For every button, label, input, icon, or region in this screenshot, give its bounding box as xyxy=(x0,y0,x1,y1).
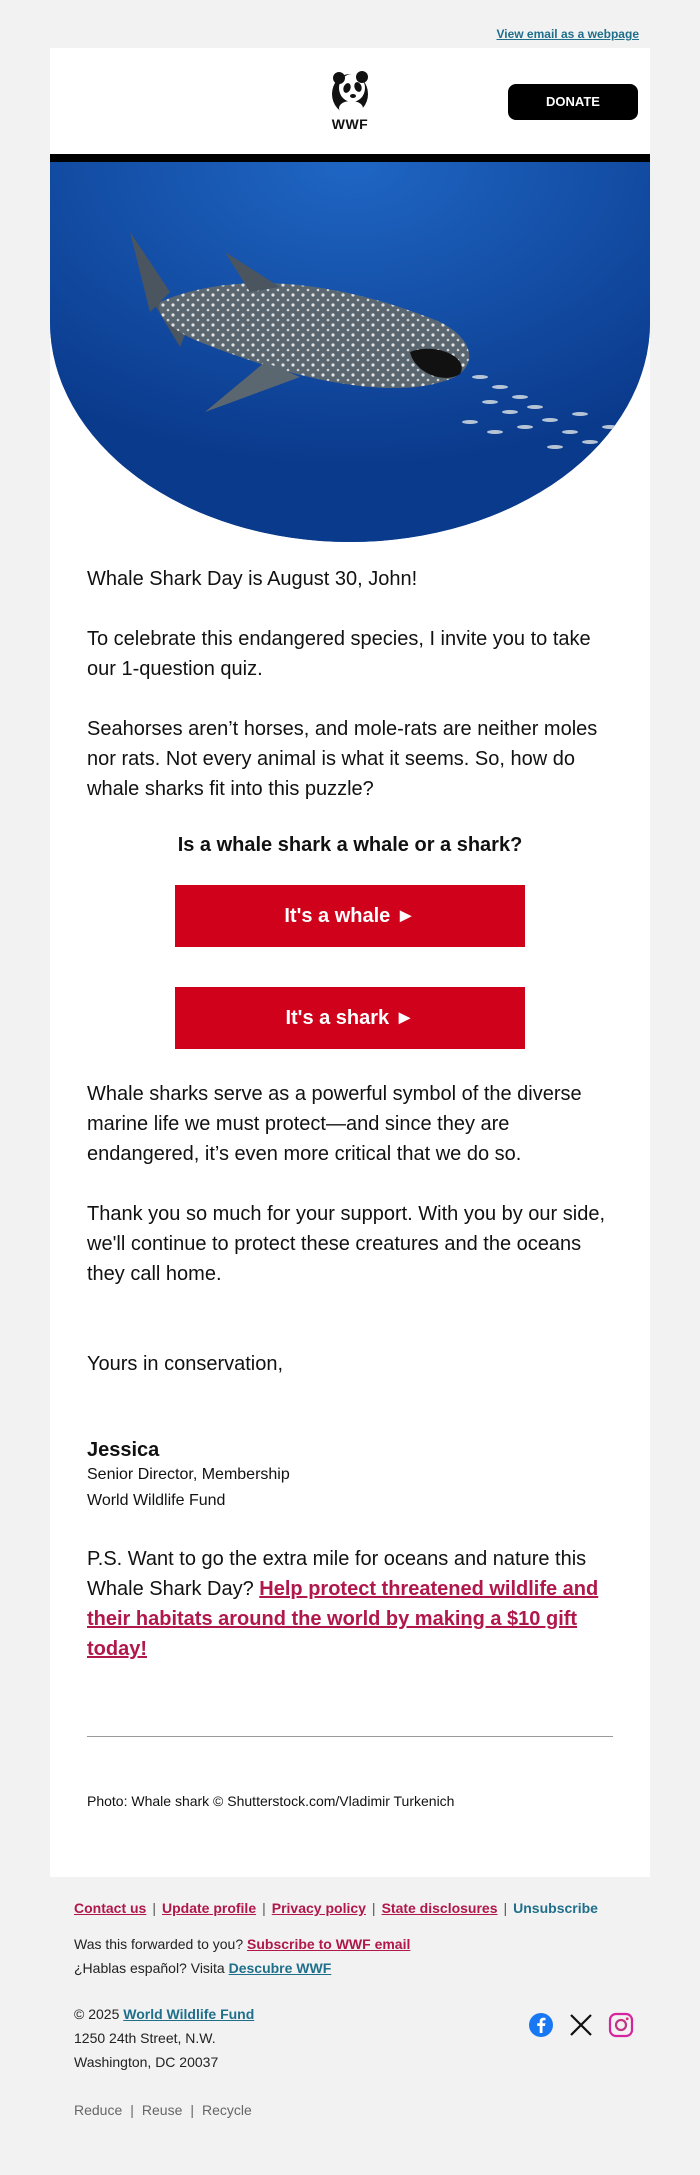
recycle-text: Recycle xyxy=(202,2102,252,2118)
signature-name: Jessica xyxy=(87,1439,160,1461)
view-as-webpage-link[interactable]: View email as a webpage xyxy=(496,27,639,41)
reduce-reuse-recycle xyxy=(74,2102,634,2118)
reuse-text: Reuse xyxy=(141,2102,183,2118)
separator: | xyxy=(371,1900,376,1916)
address-line-1: 1250 24th Street, N.W. xyxy=(74,2030,216,2046)
header-divider xyxy=(50,154,650,162)
logo-text: WWF xyxy=(331,116,369,132)
wwf-org-link[interactable]: World Wildlife Fund xyxy=(123,2006,255,2022)
separator: | xyxy=(503,1900,508,1916)
signature-org: World Wildlife Fund xyxy=(87,1492,226,1509)
descubre-wwf-link[interactable]: Descubre WWF xyxy=(228,1960,332,1976)
unsubscribe-link[interactable]: Unsubscribe xyxy=(513,1900,598,1916)
whale-answer-button[interactable]: It's a whale ► xyxy=(175,885,525,947)
copyright-text: © 2025 xyxy=(74,2006,124,2022)
signature xyxy=(87,1439,613,1514)
contact-us-link[interactable]: Contact us xyxy=(74,1900,147,1916)
whale-shark-illustration xyxy=(50,162,650,542)
privacy-policy-link[interactable]: Privacy policy xyxy=(271,1900,366,1916)
content-divider xyxy=(87,1736,613,1737)
top-bar xyxy=(0,0,700,48)
email-header xyxy=(50,48,650,154)
closing: Yours in conservation, xyxy=(87,1353,284,1375)
postscript-text: P.S. Want to go the extra mile for oceans and nature this Whale Shark Day? xyxy=(87,1548,587,1600)
photo-credit: Photo: Whale shark © Shutterstock.com/Vladimir Turkenich xyxy=(87,1793,455,1809)
postscript xyxy=(87,1544,613,1664)
x-icon[interactable] xyxy=(568,2012,594,2038)
separator: | xyxy=(262,1900,266,1916)
state-disclosures-link[interactable]: State disclosures xyxy=(381,1900,498,1916)
email-body xyxy=(50,564,650,1664)
facebook-icon[interactable] xyxy=(528,2012,554,2038)
email-footer xyxy=(74,1900,634,2118)
wwf-logo[interactable] xyxy=(325,68,375,134)
paragraph-intro: To celebrate this endangered species, I invite you to take our 1-question quiz. xyxy=(87,628,591,680)
quiz-question: Is a whale shark a whale or a shark? xyxy=(177,834,523,856)
address-line-2: Washington, DC 20037 xyxy=(74,2054,219,2070)
forwarded-line xyxy=(74,1932,634,1956)
greeting: Whale Shark Day is August 30, John! xyxy=(87,568,418,590)
spanish-line xyxy=(74,1956,634,1980)
paragraph-thanks: Thank you so much for your support. With you by our side, we'll continue to protect these creatures and the oceans they call home. xyxy=(87,1203,606,1285)
paragraph-puzzle: Seahorses aren’t horses, and mole-rats are neither moles nor rats. Not every animal is what it seems. So, how do whale sharks fit into this puzzle? xyxy=(87,718,598,800)
donate-gift-link[interactable]: Help protect threatened wildlife and their habitats around the world by making a $10 gift today! xyxy=(87,1578,599,1660)
shark-answer-button[interactable]: It's a shark ► xyxy=(175,987,525,1049)
hero-image[interactable] xyxy=(50,162,650,542)
paragraph-symbol: Whale sharks serve as a powerful symbol of the diverse marine life we must protect—and since they are endangered, it’s even more critical that we do so. xyxy=(87,1083,582,1165)
separator: | xyxy=(190,2102,195,2118)
forwarded-text: Was this forwarded to you? xyxy=(74,1936,248,1952)
footer-links xyxy=(74,1900,634,1916)
instagram-icon[interactable] xyxy=(608,2012,634,2038)
panda-icon xyxy=(325,68,375,116)
separator: | xyxy=(130,2102,134,2118)
email-card xyxy=(50,48,650,1877)
reduce-text: Reduce xyxy=(74,2102,123,2118)
subscribe-link[interactable]: Subscribe to WWF email xyxy=(247,1936,411,1952)
separator: | xyxy=(152,1900,156,1916)
update-profile-link[interactable]: Update profile xyxy=(161,1900,257,1916)
social-links xyxy=(528,2012,634,2038)
signature-title: Senior Director, Membership xyxy=(87,1466,290,1483)
spanish-text: ¿Hablas español? Visita xyxy=(74,1960,229,1976)
donate-button[interactable]: DONATE xyxy=(508,84,638,120)
